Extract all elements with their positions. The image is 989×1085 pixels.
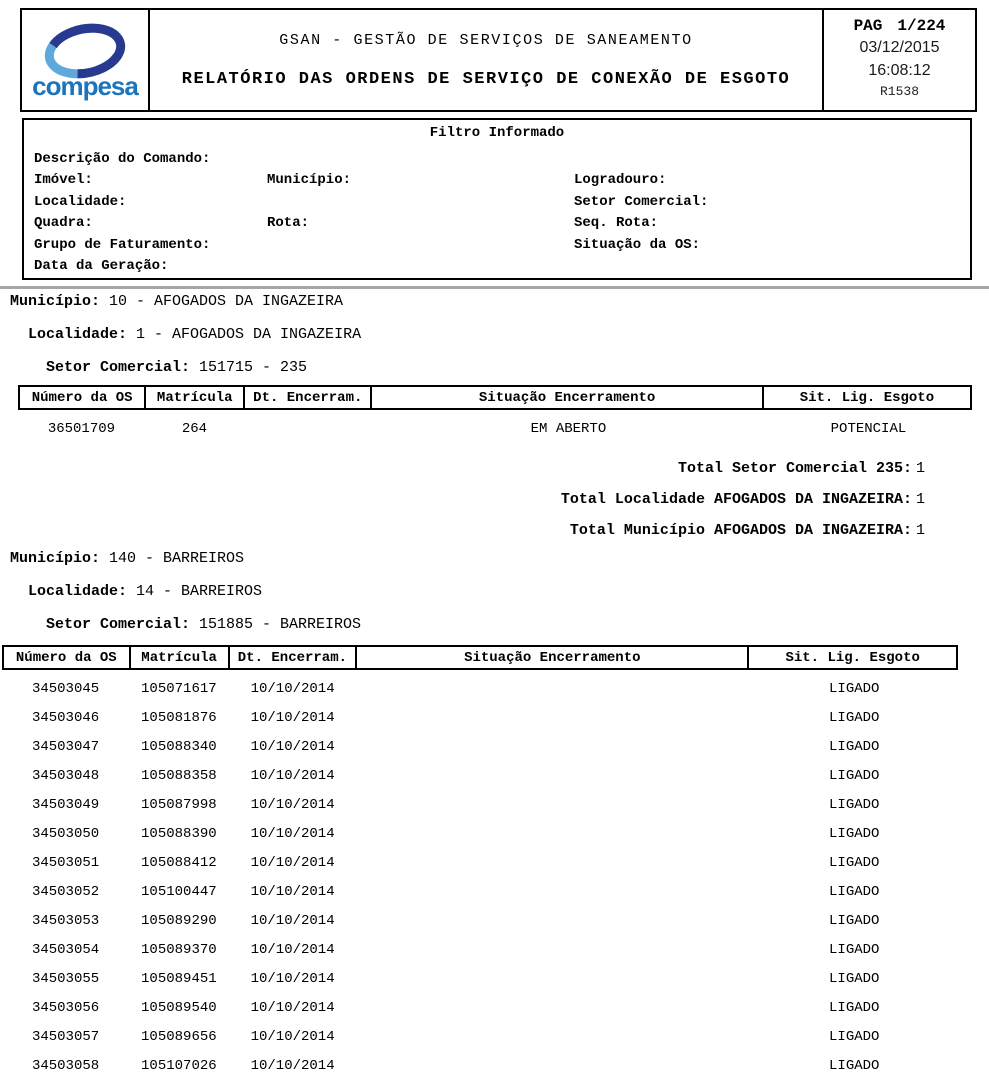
filter-label-municipio: Município: [267,172,352,188]
table-cell: 34503058 [31,1057,100,1074]
table-body [2,670,958,1080]
table-cell: 105089290 [141,912,217,929]
localidade-line [28,326,989,344]
total-value: 1 [915,460,925,477]
table-cell: 10/10/2014 [250,970,335,987]
table-row [2,1051,958,1080]
table-cell: 10/10/2014 [250,883,335,900]
table-row [2,935,958,964]
table-cell: 34503051 [31,854,100,871]
table-row [2,906,958,935]
report-date: 03/12/2015 [859,39,940,56]
os-table [18,385,972,443]
municipio-value: 10 - AFOGADOS DA INGAZEIRA [109,293,344,310]
filter-label-rota: Rota: [267,215,310,231]
table-cell: 34503049 [31,796,100,813]
setor-comercial-value: 151715 - 235 [199,359,308,376]
table-cell: 34503057 [31,1028,100,1045]
table-cell: 10/10/2014 [250,767,335,784]
table-cell: 10/10/2014 [250,912,335,929]
table-cell: 34503056 [31,999,100,1016]
report-header [20,8,977,112]
filter-label-grupo-faturamento: Grupo de Faturamento: [34,237,211,253]
table-row [2,732,958,761]
filter-label-situacao-os: Situação da OS: [574,237,701,253]
col-header-matricula: Matrícula [131,647,230,668]
total-label: Total Localidade AFOGADOS DA INGAZEIRA: [560,491,912,508]
filter-label-logradouro: Logradouro: [574,172,667,188]
table-cell: 36501709 [47,420,116,437]
table-cell: 105089370 [141,941,217,958]
table-row [2,674,958,703]
municipio-line [10,550,989,568]
table-cell: 34503053 [31,912,100,929]
page-info-box [822,10,975,110]
table-cell: 10/10/2014 [250,825,335,842]
municipio-value: 140 - BARREIROS [109,550,245,567]
table-cell: 105100447 [141,883,217,900]
table-row [18,414,972,443]
page-label: PAG [853,17,883,35]
col-header-matricula: Matrícula [146,387,245,408]
localidade-label: Localidade: [28,326,128,343]
filter-label-imovel: Imóvel: [34,172,93,188]
table-cell: LIGADO [829,709,880,726]
report-title: RELATÓRIO DAS ORDENS DE SERVIÇO DE CONEXÃO DE ESGOTO [181,69,791,89]
table-cell: LIGADO [829,941,880,958]
col-header-numero-os: Número da OS [4,647,131,668]
table-cell: LIGADO [829,825,880,842]
page-value: 1/224 [897,17,946,35]
compesa-wordmark: compesa [32,71,138,101]
table-cell: 34503054 [31,941,100,958]
setor-comercial-value: 151885 - BARREIROS [199,616,362,633]
table-cell: 105088340 [141,738,217,755]
table-header-row [2,645,958,670]
table-cell: 34503055 [31,970,100,987]
col-header-dt-encerram: Dt. Encerram. [230,647,358,668]
localidade-line [28,583,989,601]
table-cell: 105089540 [141,999,217,1016]
table-cell: 105071617 [141,680,217,697]
municipio-line [10,293,989,311]
table-row [2,761,958,790]
report-time: 16:08:12 [868,62,931,79]
table-cell: 10/10/2014 [250,854,335,871]
table-cell: 10/10/2014 [250,680,335,697]
table-cell: LIGADO [829,970,880,987]
report-titles [150,10,822,110]
table-cell: LIGADO [829,796,880,813]
compesa-logo [22,10,150,110]
table-row [2,964,958,993]
table-cell: EM ABERTO [530,420,607,437]
filter-title: Filtro Informado [429,125,565,141]
table-row [2,993,958,1022]
table-cell: LIGADO [829,999,880,1016]
col-header-dt-encerram: Dt. Encerram. [245,387,372,408]
setor-comercial-label: Setor Comercial: [46,616,191,633]
municipio-section-afogados [0,293,989,546]
filter-label-localidade: Localidade: [34,194,127,210]
table-cell: LIGADO [829,1028,880,1045]
filter-panel [22,118,972,280]
table-cell: 10/10/2014 [250,1057,335,1074]
setor-comercial-label: Setor Comercial: [46,359,191,376]
table-cell: 105088390 [141,825,217,842]
localidade-value: 1 - AFOGADOS DA INGAZEIRA [136,326,362,343]
localidade-label: Localidade: [28,583,128,600]
table-cell: LIGADO [829,912,880,929]
total-line [0,484,989,515]
table-cell: LIGADO [829,854,880,871]
table-row [2,1022,958,1051]
table-cell: LIGADO [829,767,880,784]
table-cell: 10/10/2014 [250,941,335,958]
table-row [2,877,958,906]
total-value: 1 [915,491,925,508]
table-cell: 105089656 [141,1028,217,1045]
municipio-label: Município: [10,293,101,310]
col-header-sit-lig-esgoto: Sit. Lig. Esgoto [799,389,935,406]
col-header-situacao-encerramento: Situação Encerramento [372,387,763,408]
table-cell: 10/10/2014 [250,796,335,813]
table-cell: 10/10/2014 [250,999,335,1016]
table-row [2,819,958,848]
filter-label-quadra: Quadra: [34,215,93,231]
col-header-situacao-encerramento: Situação Encerramento [357,647,749,668]
table-cell: LIGADO [829,1057,880,1074]
filter-label-descricao-comando: Descrição do Comando: [34,151,211,167]
table-cell: 264 [181,420,208,437]
localidade-value: 14 - BARREIROS [136,583,263,600]
table-cell: 34503050 [31,825,100,842]
table-cell: 105081876 [141,709,217,726]
filter-label-data-geracao: Data da Geração: [34,258,169,274]
total-line [0,515,989,546]
table-cell: LIGADO [829,738,880,755]
total-line [0,453,989,484]
section-separator [0,286,989,289]
table-row [2,703,958,732]
table-cell: 34503048 [31,767,100,784]
table-cell: 34503046 [31,709,100,726]
table-cell: 34503047 [31,738,100,755]
municipio-section-barreiros [0,550,989,1080]
table-cell: 34503052 [31,883,100,900]
table-cell: 34503045 [31,680,100,697]
setor-comercial-line [46,359,989,377]
table-row [2,790,958,819]
table-cell: 105087998 [141,796,217,813]
table-cell: 10/10/2014 [250,738,335,755]
table-cell: LIGADO [829,883,880,900]
system-title: GSAN - GESTÃO DE SERVIÇOS DE SANEAMENTO [279,31,693,49]
setor-comercial-line [46,616,989,634]
table-cell: LIGADO [829,680,880,697]
table-row [2,848,958,877]
filter-label-seq-rota: Seq. Rota: [574,215,659,231]
table-header-row [18,385,972,410]
total-label: Total Setor Comercial 235: [677,460,912,477]
table-cell: 105089451 [141,970,217,987]
table-cell: 105107026 [141,1057,217,1074]
table-cell: 105088358 [141,767,217,784]
os-table [2,645,958,1080]
totals-block [0,453,989,546]
table-cell: 105088412 [141,854,217,871]
municipio-label: Município: [10,550,101,567]
col-header-numero-os: Número da OS [20,387,146,408]
total-label: Total Município AFOGADOS DA INGAZEIRA: [569,522,912,539]
table-body [18,410,972,443]
report-code: R1538 [879,84,919,99]
table-cell: 10/10/2014 [250,1028,335,1045]
total-value: 1 [915,522,925,539]
filter-label-setor-comercial: Setor Comercial: [574,194,709,210]
table-cell: POTENCIAL [830,420,907,437]
page-number [824,16,975,36]
table-cell: 10/10/2014 [250,709,335,726]
col-header-sit-lig-esgoto: Sit. Lig. Esgoto [785,649,920,666]
